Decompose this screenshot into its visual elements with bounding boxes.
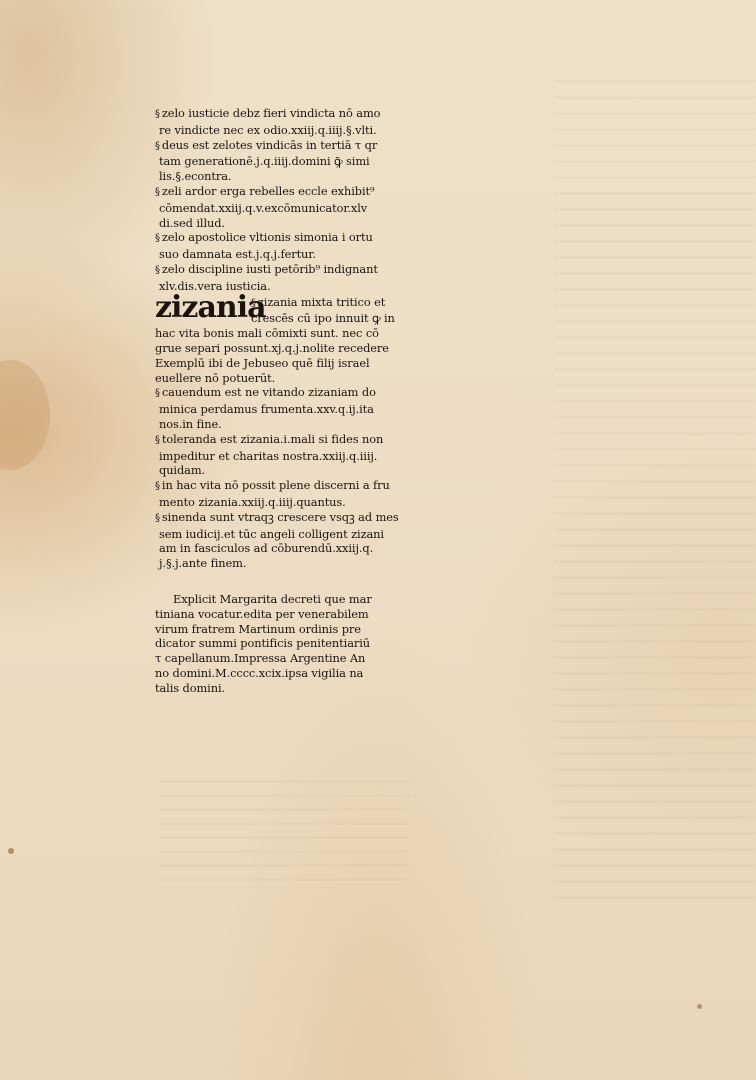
entry-line: impeditur et charitas nostra.xxiij.q.iiij. <box>159 448 378 463</box>
zelo-entry <box>155 106 413 138</box>
colophon-line: no domini.M.cccc.xcix.ipsa vigilia na <box>155 665 364 680</box>
foxing-spot <box>8 848 14 854</box>
entry-line: quidam. <box>159 463 206 478</box>
entry-line: § zelo apostolice vltionis simonia i ortu <box>155 230 413 247</box>
entry-line: sem iudicij.et tūc angeli colligent zizani <box>159 526 384 541</box>
entry-line: § in hac vita nō possit plene discerni a fru <box>155 478 413 495</box>
entry-line: § cauendum est ne vitando zizaniam do <box>155 385 413 402</box>
entry-line: § zeli ardor erga rebelles eccle exhibit⁹ <box>155 184 413 201</box>
zizania-entry <box>155 385 413 431</box>
entry-line: § zelo iusticie debz fieri vindicta nō amo <box>155 106 413 123</box>
entry-line: suo damnata est.j.q.j.fertur. <box>159 247 316 262</box>
colophon-line: Explicit Margarita decreti que mar <box>173 591 372 606</box>
show-through-text <box>555 80 755 900</box>
entry-line: tam generationē.j.q.iiij.domini ꝙ̄ simi <box>159 154 370 169</box>
entry-line: mento zizania.xxiij.q.iiij.quantus. <box>159 494 346 509</box>
entry-line: j.§.j.ante finem. <box>159 556 247 571</box>
zizania-entry <box>155 510 413 571</box>
entry-line: § toleranda est zizania.i.mali si fides non <box>155 432 413 449</box>
entry-line: § zelo discipline iusti petōrib⁹ indignant <box>155 262 413 279</box>
entry-line: § deus est zelotes vindicās in tertiā τ qr <box>155 138 413 155</box>
zelo-entry <box>155 184 413 230</box>
entry-line: euellere nō potuerūt. <box>155 370 276 385</box>
zizania-entry <box>155 432 413 478</box>
show-through-text-lower <box>160 780 410 890</box>
entry-line: nos.in fine. <box>159 416 222 431</box>
entry-line: Exemplū ibi de Jebuseo quē filij israel <box>155 355 370 370</box>
colophon <box>155 592 413 696</box>
colophon-line: tiniana vocatur.edita per venerabilem <box>155 606 369 621</box>
zelo-entry <box>155 262 413 294</box>
text-column <box>155 106 413 695</box>
entry-line: hac vita bonis mali cōmixti sunt. nec cō <box>155 326 379 341</box>
foxing-stain <box>0 360 50 470</box>
zizania-section-start <box>155 289 413 386</box>
entry-line: cōmendat.xxiij.q.v.excōmunicator.xlv <box>159 200 368 215</box>
zizania-entry <box>155 478 413 510</box>
entry-line: § zizania mixta tritico et <box>155 295 413 312</box>
zelo-entry <box>155 230 413 262</box>
entry-line: lis.§.econtra. <box>159 169 232 184</box>
zizania-heading: zizania <box>155 289 266 325</box>
colophon-line: dicator summi pontificis penitentiariū <box>155 636 371 651</box>
entry-line: xlv.dis.vera iusticia. <box>159 278 271 293</box>
entry-line: re vindicte nec ex odio.xxiij.q.iiij.§.vlti. <box>159 122 377 137</box>
entry-line: minica perdamus frumenta.xxv.q.ij.ita <box>159 402 374 417</box>
entry-line: § sinenda sunt vtraqꝫ crescere vsqꝫ ad mes <box>155 510 413 527</box>
colophon-line: virum fratrem Martinum ordinis pre <box>155 621 361 636</box>
colophon-line: τ capellanum.Impressa Argentine An <box>155 651 366 666</box>
entry-line: crescēs cū ipo innuit ꝙ in <box>251 311 395 326</box>
foxing-spot <box>697 1004 702 1009</box>
entry-line: grue separi possunt.xj.q.j.nolite recedere <box>155 340 389 355</box>
entry-line: am in fasciculos ad cōburendū.xxiij.q. <box>159 541 374 556</box>
entry-line: di.sed illud. <box>159 215 225 230</box>
zelo-entry <box>155 138 413 184</box>
colophon-line: talis domini. <box>155 680 226 695</box>
